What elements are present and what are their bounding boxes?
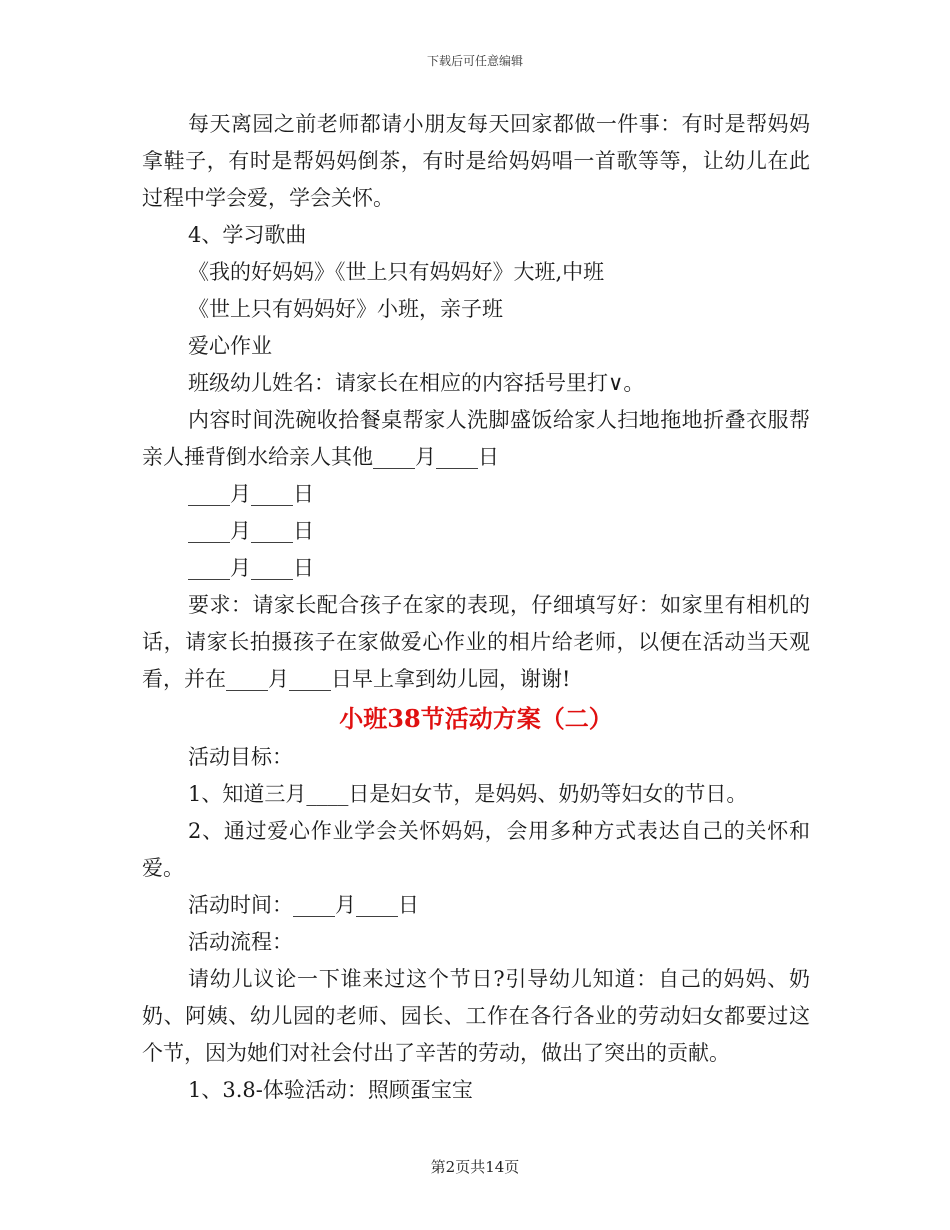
paragraph: 请幼儿议论一下谁来过这个节日?引导幼儿知道：自己的妈妈、奶奶、阿姨、幼儿园的老师、园长、工作在各行各业的劳动妇女都要过这个节，因为她们对社会付出了辛苦的劳动，做出了突出的贡献。 xyxy=(142,967,810,1065)
paragraph: ____月____日 xyxy=(188,519,314,543)
paragraph: ____月____日 xyxy=(188,556,314,580)
paragraph: 活动流程： xyxy=(188,930,293,954)
paragraph: 1、3.8-体验活动：照顾蛋宝宝 xyxy=(188,1078,473,1102)
paragraph: 《我的好妈妈》《世上只有妈妈好》大班,中班 xyxy=(188,260,605,284)
section-title: 小班38节活动方案（二） xyxy=(339,704,613,733)
paragraph: 班级幼儿姓名：请家长在相应的内容括号里打∨。 xyxy=(188,371,645,395)
paragraph: 4、学习歌曲 xyxy=(188,223,307,247)
paragraph: 《世上只有妈妈好》小班，亲子班 xyxy=(188,297,503,321)
paragraph: 2、通过爱心作业学会关怀妈妈，会用多种方式表达自己的关怀和爱。 xyxy=(142,819,810,880)
document-body xyxy=(142,106,810,1109)
paragraph: 要求：请家长配合孩子在家的表现，仔细填写好：如家里有相机的话，请家长拍摄孩子在家做爱心作业的相片给老师，以便在活动当天观看，并在____月____日早上拿到幼儿园，谢谢! xyxy=(142,593,810,691)
paragraph: 内容时间洗碗收拾餐桌帮家人洗脚盛饭给家人扫地拖地折叠衣服帮亲人捶背倒水给亲人其他____月____日 xyxy=(142,408,810,469)
paragraph: ____月____日 xyxy=(188,482,314,506)
paragraph: 活动时间：____月____日 xyxy=(188,893,419,917)
page-footer: 第2页共14页 xyxy=(430,1158,520,1176)
paragraph: 每天离园之前老师都请小朋友每天回家都做一件事：有时是帮妈妈拿鞋子，有时是帮妈妈倒茶，有时是给妈妈唱一首歌等等，让幼儿在此过程中学会爱，学会关怀。 xyxy=(142,112,810,210)
paragraph: 爱心作业 xyxy=(188,334,272,358)
page-header: 下载后可任意编辑 xyxy=(426,54,523,68)
paragraph: 活动目标： xyxy=(188,745,293,769)
paragraph: 1、知道三月____日是妇女节，是妈妈、奶奶等妇女的节日。 xyxy=(188,782,748,806)
